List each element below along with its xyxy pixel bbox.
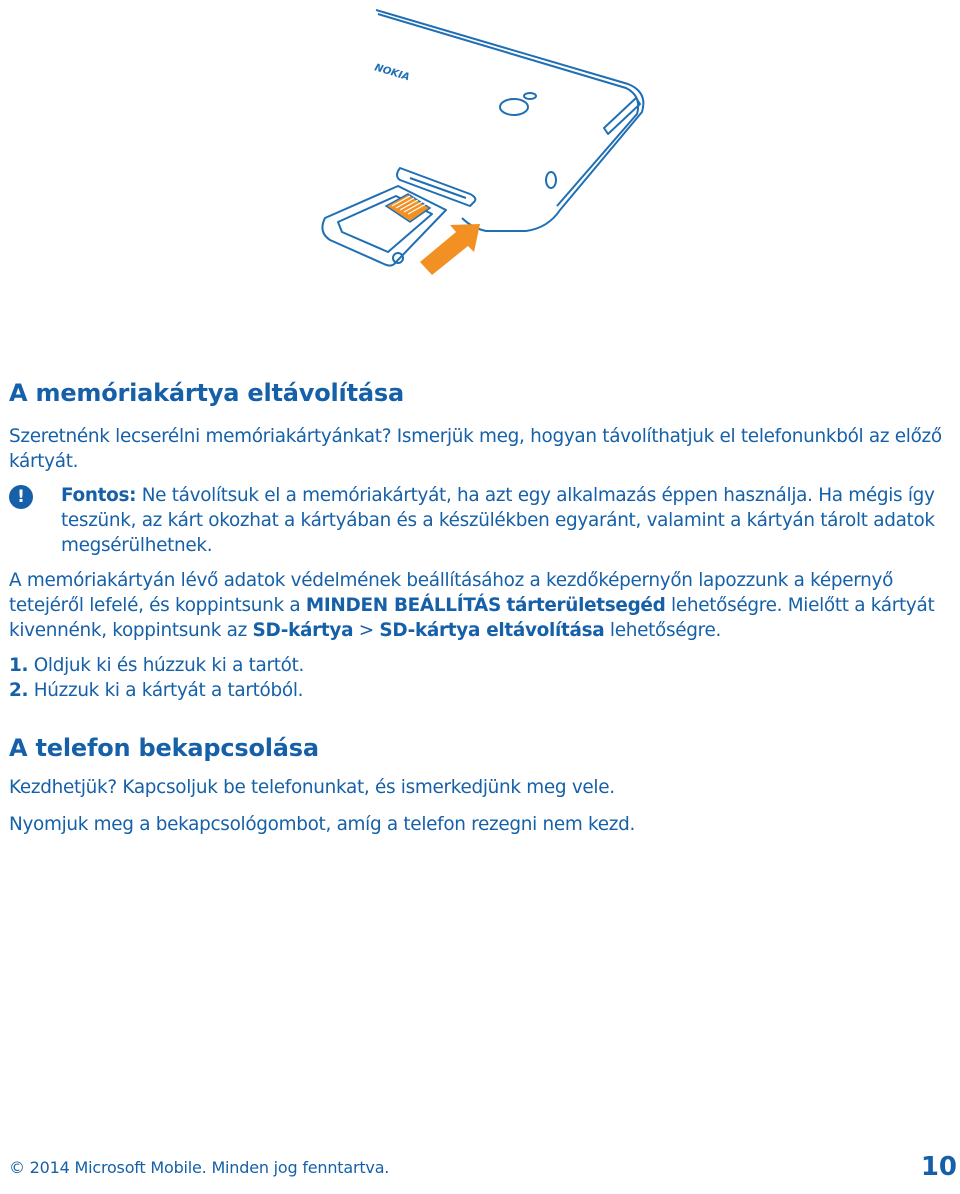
- phone-sim-tray-illustration: [310, 0, 655, 275]
- brand-logo: NOKIA: [373, 62, 411, 84]
- power-on-paragraph: [9, 775, 952, 800]
- copyright-footer: © 2014 Microsoft Mobile. Minden jog fenntartva.: [9, 1158, 390, 1177]
- section-heading: A telefon bekapcsolása: [9, 734, 319, 762]
- section-heading: A memóriakártya eltávolítása: [9, 379, 404, 407]
- warning-text: Ne távolítsuk el a memóriakártyát, ha azt egy alkalmazás éppen használja. Ha mégis így teszünk, az kárt okozhat a kártyában és a készülékben egyaránt, valamint a kártyán tárolt adatok megsérülhetnek.: [61, 485, 935, 556]
- intro-text: Szeretnénk lecserélni memóriakártyánkat? Ismerjük meg, hogyan távolíthatjuk el telefonunkból az előző kártyát.: [9, 426, 942, 472]
- paragraph-text: Nyomjuk meg a bekapcsológombot, amíg a telefon rezegni nem kezd.: [9, 814, 636, 835]
- warning-note: [61, 483, 952, 558]
- paragraph-text: Kezdhetjük? Kapcsoljuk be telefonunkat, és ismerkedjünk meg vele.: [9, 777, 615, 798]
- instructions-paragraph: [9, 568, 952, 643]
- page-number: 10: [920, 1152, 957, 1182]
- menu-remove-sd-card: SD-kártya eltávolítása: [379, 620, 605, 641]
- instructions-text: lehetőségre.: [604, 620, 722, 641]
- menu-storage-sense: tárterületsegéd: [506, 595, 666, 616]
- sim-tray: [322, 186, 446, 266]
- exclamation-icon: !: [9, 485, 33, 509]
- step-number: 1.: [9, 655, 29, 676]
- menu-all-settings: MINDEN BEÁLLÍTÁS: [305, 595, 501, 616]
- phone-outline: [376, 10, 643, 231]
- step-list: [9, 653, 952, 703]
- step-number: 2.: [9, 680, 29, 701]
- instructions-text: A memóriakártyán lévő adatok védelmének beállításához a kezdőképernyőn lapozzunk a képernyő tetejéről lefelé, és koppintsunk a: [9, 570, 894, 616]
- step-text: Oldjuk ki és húzzuk ki a tartót.: [28, 655, 305, 676]
- power-on-instruction: [9, 812, 952, 837]
- section-memory-card-removal: [9, 378, 952, 408]
- intro-paragraph: [9, 424, 952, 474]
- step-text: Húzzuk ki a kártyát a tartóból.: [28, 680, 304, 701]
- warning-label: Fontos:: [61, 485, 137, 506]
- instructions-text: >: [353, 620, 380, 641]
- list-item: [9, 678, 952, 703]
- insert-arrow-icon: [420, 224, 480, 275]
- menu-sd-card: SD-kártya: [252, 620, 354, 641]
- instructions-text: lehetőségre. Mielőtt a kártyát kivennénk, koppintsunk az: [9, 595, 935, 641]
- list-item: [9, 653, 952, 678]
- section-power-on: [9, 733, 952, 763]
- camera-lens: [500, 99, 528, 115]
